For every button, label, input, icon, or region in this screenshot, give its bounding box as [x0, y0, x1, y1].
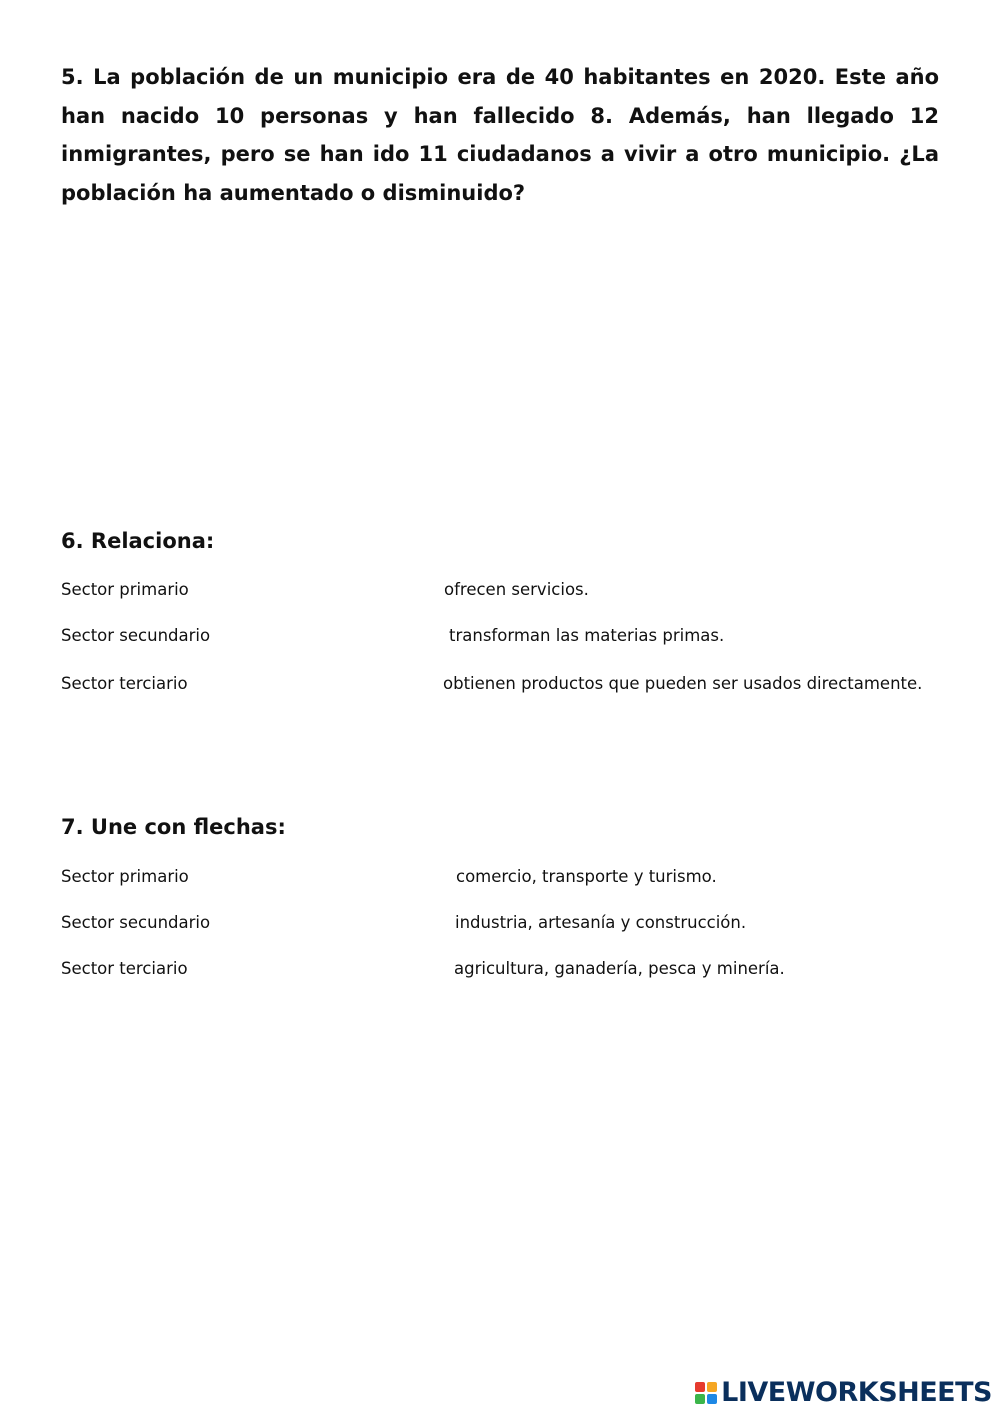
q6-left-item[interactable]: Sector primario — [61, 580, 189, 599]
liveworksheets-brand — [695, 1375, 992, 1411]
liveworksheets-logo-icon — [695, 1382, 717, 1404]
question-6-row-1 — [0, 578, 1000, 602]
question-7-row-2 — [0, 911, 1000, 935]
q6-right-item[interactable]: obtienen productos que pueden ser usados directamente. — [443, 674, 923, 693]
q6-right-item[interactable]: ofrecen servicios. — [444, 580, 589, 599]
q7-left-item[interactable]: Sector terciario — [61, 959, 188, 978]
logo-square — [707, 1394, 717, 1404]
q6-right-item[interactable]: transforman las materias primas. — [449, 626, 725, 645]
question-7-row-1 — [0, 865, 1000, 889]
q7-left-item[interactable]: Sector secundario — [61, 913, 211, 932]
q7-right-item[interactable]: comercio, transporte y turismo. — [456, 867, 717, 886]
q7-right-item[interactable]: agricultura, ganadería, pesca y minería. — [454, 959, 785, 978]
question-5-text: 5. La población de un municipio era de 40 habitantes en 2020. Este año han nacido 10 personas y han fallecido 8. Además, han llegado 12 inmigrantes, pero se han ido 11 ciudadanos a vivir a otro municipio. ¿La población ha aumentado o disminuido? — [61, 65, 939, 205]
brand-name: LIVEWORKSHEETS — [721, 1377, 992, 1408]
q6-left-item[interactable]: Sector terciario — [61, 674, 188, 693]
question-7-title: 7. Une con flechas: — [61, 815, 286, 839]
question-6-title: 6. Relaciona: — [61, 529, 215, 553]
question-7-row-3 — [0, 957, 1000, 981]
logo-square — [695, 1382, 705, 1392]
question-6-row-3 — [0, 672, 1000, 696]
question-6-row-2 — [0, 624, 1000, 648]
logo-square — [707, 1382, 717, 1392]
q6-left-item[interactable]: Sector secundario — [61, 626, 211, 645]
q7-left-item[interactable]: Sector primario — [61, 867, 189, 886]
q7-right-item[interactable]: industria, artesanía y construcción. — [455, 913, 747, 932]
logo-square — [695, 1394, 705, 1404]
